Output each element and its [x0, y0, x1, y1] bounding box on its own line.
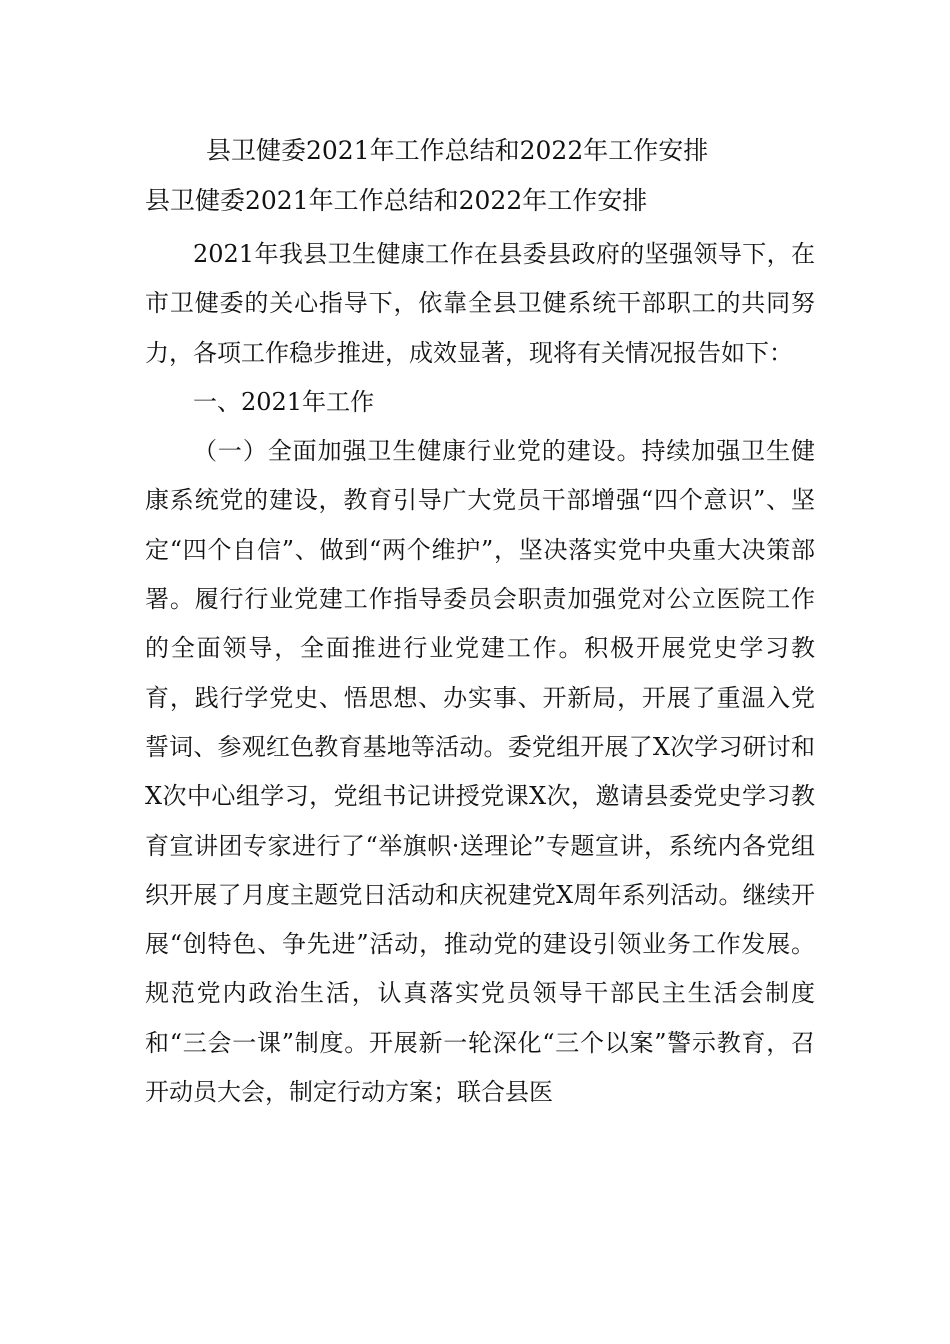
document-title: 县卫健委2021年工作总结和2022年工作安排	[206, 136, 709, 165]
document-subtitle: 县卫健委2021年工作总结和2022年工作安排	[145, 186, 648, 215]
section-paragraph: （一）全面加强卫生健康行业党的建设。持续加强卫生健康系统党的建设，教育引导广大党员干部增强“四个意识”、坚定“四个自信”、做到“两个维护”，坚决落实党中央重大决策部署。履行行业党建工作指导委员会职责加强党对公立医院工作的全面领导，全面推进行业党建工作。积极开展党史学习教育，践行学党史、悟思想、办实事、开新局，开展了重温入党誓词、参观红色教育基地等活动。委党组开展了X次学习研讨和X次中心组学习，党组书记讲授党课X次，邀请县委党史学习教育宣讲团专家进行了“举旗帜·送理论”专题宣讲，系统内各党组织开展了月度主题党日活动和庆祝建党X周年系列活动。继续开展“创特色、争先进”活动，推动党的建设引领业务工作发展。规范党内政治生活，认真落实党员领导干部民主生活会制度和“三会一课”制度。开展新一轮深化“三个以案”警示教育，召开动员大会，制定行动方案；联合县医	[145, 437, 815, 1107]
intro-paragraph: 2021年我县卫生健康工作在县委县政府的坚强领导下，在市卫健委的关心指导下，依靠全县卫健系统干部职工的共同努力，各项工作稳步推进，成效显著，现将有关情况报告如下：	[145, 240, 815, 367]
section-heading: 一、2021年工作	[193, 387, 375, 416]
document-body	[145, 230, 815, 1117]
